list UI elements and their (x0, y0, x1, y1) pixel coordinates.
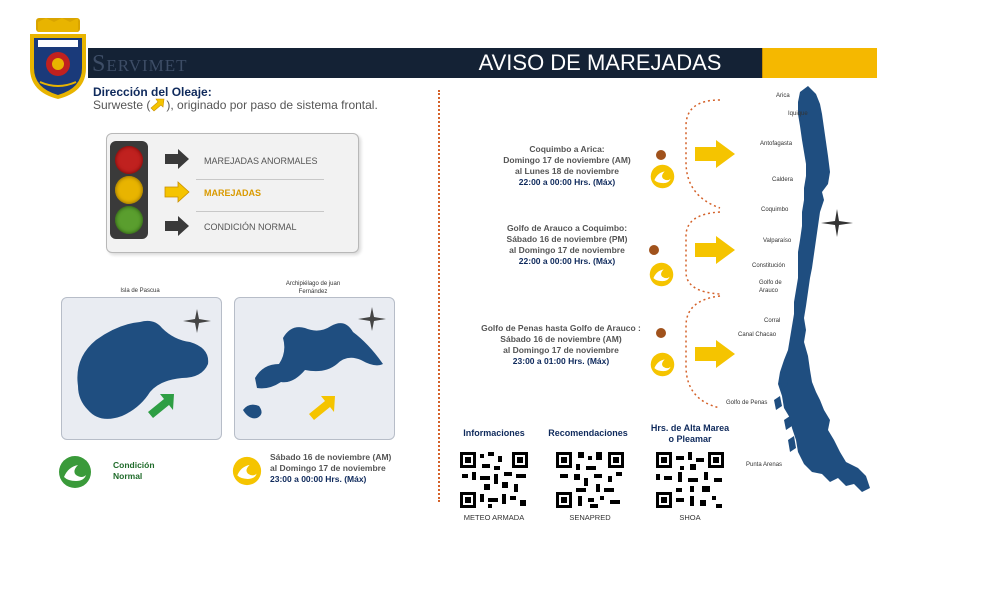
golfo-arauco-line1: Golfo de (759, 280, 782, 286)
city-label-canal-chacao: Canal Chacao (738, 332, 777, 338)
qr-code-shoa[interactable] (654, 450, 726, 510)
juan-fernandez-warning (270, 452, 391, 485)
zone-marker (649, 245, 659, 255)
golfo-arauco-line2: Arauco (759, 288, 779, 294)
zone-arrow-icon (694, 139, 736, 169)
legend-separator (196, 179, 324, 180)
juan-fernandez-panel (234, 297, 395, 440)
yellow-wave-arrow-icon (307, 394, 337, 422)
city-label-constitucion: Constitución (752, 263, 786, 269)
navy-crest-icon (26, 18, 90, 100)
normal-condition-line1: Condición (113, 460, 155, 470)
jf-line2: al Domingo 17 de noviembre (270, 463, 386, 473)
green-light-icon (115, 206, 143, 234)
direction-text-before: Surweste ( (93, 98, 151, 112)
zone-2-line3: al Domingo 17 de noviembre (509, 245, 625, 255)
zone-arrow-icon (694, 339, 736, 369)
legend-label-normal: CONDICIÓN NORMAL (204, 222, 297, 232)
marejada-wave-icon (649, 262, 674, 287)
zone-1-line1: Coquimbo a Arica: (529, 144, 605, 154)
normal-wave-icon (58, 455, 92, 489)
dark-arrow-icon (164, 148, 190, 170)
zone-1-time: 22:00 a 00:00 Hrs. (Máx) (518, 177, 616, 187)
qr-heading-mareas-line1: Hrs. de Alta Marea (650, 423, 730, 433)
dotted-divider (438, 90, 440, 502)
traffic-light-icon (110, 141, 148, 239)
brand-name: Servimet (92, 51, 188, 77)
southwest-arrow-icon (150, 98, 166, 112)
zone-coquimbo-arica (467, 144, 667, 188)
city-label-corral: Corral (764, 318, 781, 324)
qr-code-senapred[interactable] (554, 450, 626, 510)
marejada-wave-icon (232, 456, 262, 486)
qr-heading-mareas (640, 423, 740, 445)
qr-label-meteo-armada: METEO ARMADA (463, 513, 525, 522)
qr-heading-recomendaciones: Recomendaciones (548, 428, 628, 438)
qr-heading-informaciones: Informaciones (463, 428, 525, 438)
juan-fernandez-title-line2: Fernández (298, 289, 328, 295)
direction-heading: Dirección del Oleaje: (93, 85, 212, 99)
zone-arauco-coquimbo (467, 223, 667, 267)
yellow-arrow-icon (164, 181, 190, 203)
zone-1-line3: al Lunes 18 de noviembre (515, 166, 619, 176)
legend-label-marejadas: MAREJADAS (204, 188, 262, 198)
isla-pascua-panel (61, 297, 222, 440)
zone-3-time: 23:00 a 01:00 Hrs. (Máx) (512, 356, 610, 366)
zone-3-line3: al Domingo 17 de noviembre (503, 345, 619, 355)
zone-marker (656, 328, 666, 338)
normal-condition-label (113, 460, 155, 482)
city-label-caldera: Caldera (772, 177, 794, 183)
isla-pascua-title: Isla de Pascua (120, 288, 160, 294)
direction-text (93, 98, 378, 112)
city-label-valparaiso: Valparaíso (763, 238, 792, 244)
juan-fernandez-title-line1: Archipiélago de juan (285, 281, 341, 287)
zone-penas-arauco (456, 323, 666, 367)
qr-label-shoa: SHOA (679, 513, 701, 522)
zone-marker (656, 150, 666, 160)
direction-text-after: ), originado por paso de sistema frontal. (166, 98, 378, 112)
jf-line1: Sábado 16 de noviembre (AM) (270, 452, 392, 462)
zone-2-line2: Sábado 16 de noviembre (PM) (506, 234, 628, 244)
zone-2-time: 22:00 a 00:00 Hrs. (Máx) (518, 256, 616, 266)
dark-arrow-icon (164, 215, 190, 237)
city-label-iquique: Iquique (788, 111, 808, 117)
qr-label-senapred: SENAPRED (569, 513, 611, 522)
marejada-wave-icon (650, 352, 675, 377)
qr-code-meteo-armada[interactable] (458, 450, 530, 510)
compass-rose-icon (820, 208, 854, 238)
city-label-golfo-arauco (759, 279, 782, 295)
red-light-icon (115, 146, 143, 174)
zone-3-line1: Golfo de Penas hasta Golfo de Arauco : (481, 323, 641, 333)
legend-separator (196, 211, 324, 212)
green-wave-arrow-icon (146, 392, 176, 420)
jf-line3: 23:00 a 00:00 Hrs. (Máx) (270, 474, 367, 484)
zone-3-line2: Sábado 16 de noviembre (AM) (500, 334, 622, 344)
compass-rose-icon (357, 306, 387, 332)
yellow-light-icon (115, 176, 143, 204)
city-label-punta-arenas: Punta Arenas (746, 462, 783, 468)
qr-heading-mareas-line2: o Pleamar (668, 434, 712, 444)
normal-condition-line2: Normal (113, 471, 143, 481)
legend-label-anormales: MAREJADAS ANORMALES (204, 156, 318, 166)
city-label-antofagasta: Antofagasta (760, 141, 793, 147)
city-label-coquimbo: Coquimbo (761, 207, 789, 213)
zone-arrow-icon (694, 235, 736, 265)
page-title: AVISO DE MAREJADAS (478, 50, 722, 75)
city-label-arica: Arica (776, 93, 790, 99)
header-accent (762, 48, 877, 78)
zone-1-line2: Domingo 17 de noviembre (AM) (503, 155, 631, 165)
juan-fernandez-title (268, 280, 358, 296)
zone-2-line1: Golfo de Arauco a Coquimbo: (506, 223, 628, 233)
compass-rose-icon (182, 308, 212, 334)
city-label-golfo-penas: Golfo de Penas (726, 400, 768, 406)
marejada-wave-icon (650, 164, 675, 189)
